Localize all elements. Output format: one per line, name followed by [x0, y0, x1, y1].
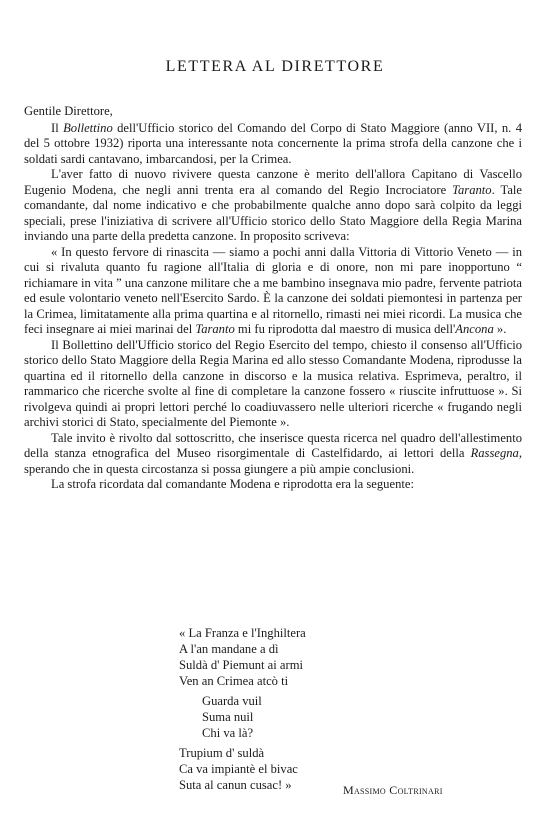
paragraph-5: [24, 431, 522, 478]
stanza-1: [179, 625, 306, 689]
p1-bollettino-italic: Bollettino: [63, 120, 113, 135]
verse-line: Suldà d' Piemunt ai armi: [179, 658, 303, 672]
p5-text-a: Tale invito è rivolto dal sottoscritto, che inserisce questa ricerca nel quadro dell'allestimento della stanza etnografica del Museo risorgimentale di Castelfidardo, ai lettori della: [24, 430, 522, 460]
p2-taranto-italic: Taranto: [452, 182, 492, 197]
p3-text-e: ».: [493, 322, 507, 336]
p3-ancona-italic: Ancona: [455, 322, 494, 336]
verse-line: Guarda vuil: [202, 694, 262, 708]
p3-text-c: mi fu riprodotta dal maestro di musica dell': [234, 322, 456, 336]
p3-text-a: « In questo fervore di rinascita — siamo a pochi anni dalla Vittoria di Vittorio Veneto — in cui si rivaluta quanto fu ragione all'Italia di gloria e di onore, non mi pare inopportuno “ richiamare in vita ” una canzone militare che a me bambino insegnava mio padre, fervente patriota ed esule volontario veneto nell'Esercito Sardo. È la canzone dei soldati piemontesi in partenza per la Crimea, limitatamente alla prima quartina e al ritornello, rimasti nei miei ricordi. La musica che feci insegnare ai miei marinai del: [24, 244, 522, 336]
p3-taranto-italic: Taranto: [195, 322, 235, 336]
verse-line: Suma nuil: [202, 710, 254, 724]
p2-text-a: L'aver fatto di nuovo rivivere questa canzone è merito dell'allora Capitano di Vascello Eugenio Modena, che negli anni trenta era al comando del Regio Incrociatore: [24, 167, 522, 197]
song-verses: [179, 625, 306, 793]
verse-line: Ven an Crimea atcò ti: [179, 674, 289, 688]
salutation: Gentile Direttore,: [24, 104, 113, 118]
paragraph-3-quote: [24, 245, 522, 338]
verse-line: Suta al canun cusac! »: [179, 778, 292, 792]
refrain: [202, 693, 306, 741]
verse-line: Trupium d' suldà: [179, 746, 265, 760]
stanza-2: [179, 745, 306, 793]
p2-text-c: . Tale comandante, dal nome indicativo e che probabilmente qualche anno dopo sarà colpito da leggi speciali, prese l'iniziativa di scrivere all'Ufficio storico dello Stato Maggiore della Regia Marina inviando una parte della predetta canzone. In proposito scriveva:: [24, 182, 522, 243]
author-signature: Massimo Coltrinari: [343, 783, 443, 797]
p5-rassegna-italic: Rassegna: [470, 446, 519, 460]
paragraph-6: La strofa ricordata dal comandante Modena e riprodotta era la seguente:: [51, 477, 414, 491]
p5-text-c: , sperando che in questa circostanza si possa giungere a più ampie conclusioni.: [24, 446, 522, 476]
verse-line: A l'an mandane a dì: [179, 642, 279, 656]
verse-line: « La Franza e l'Inghiltera: [179, 626, 306, 640]
letter-title: LETTERA AL DIRETTORE: [165, 58, 385, 75]
p1-text-a: Il: [51, 120, 64, 135]
paragraph-4: Il Bollettino dell'Ufficio storico del Regio Esercito del tempo, chiesto il consenso all'Ufficio storico dello Stato Maggiore della Regia Marina ed allo stesso Comandante Modena, riprodusse la quartina ed il ritornello della canzone in discorso e la musica relativa. Esprimeva, peraltro, il rammarico che ricerche svolte al fine di completare la canzone fossero « riuscite infruttuose ». Si rivolgeva quindi ai propri lettori perché lo coadiuvassero nelle ulteriori ricerche « frugando negli archivi storici di Stato, specialmente del Piemonte ».: [24, 337, 522, 429]
letter-body: [24, 104, 522, 493]
paragraph-2: [24, 167, 522, 245]
paragraph-1: [24, 121, 522, 168]
verse-line: Chi va là?: [202, 726, 254, 740]
verse-line: Ca va impiantè el bivac: [179, 762, 298, 776]
p1-text-c: dell'Ufficio storico del Comando del Corpo di Stato Maggiore (anno VII, n. 4 del 5 ottobre 1932) riporta una interessante nota concernente la prima strofa della canzone che i soldati sardi cantavano, imbarcandosi, per la Crimea.: [24, 120, 522, 166]
